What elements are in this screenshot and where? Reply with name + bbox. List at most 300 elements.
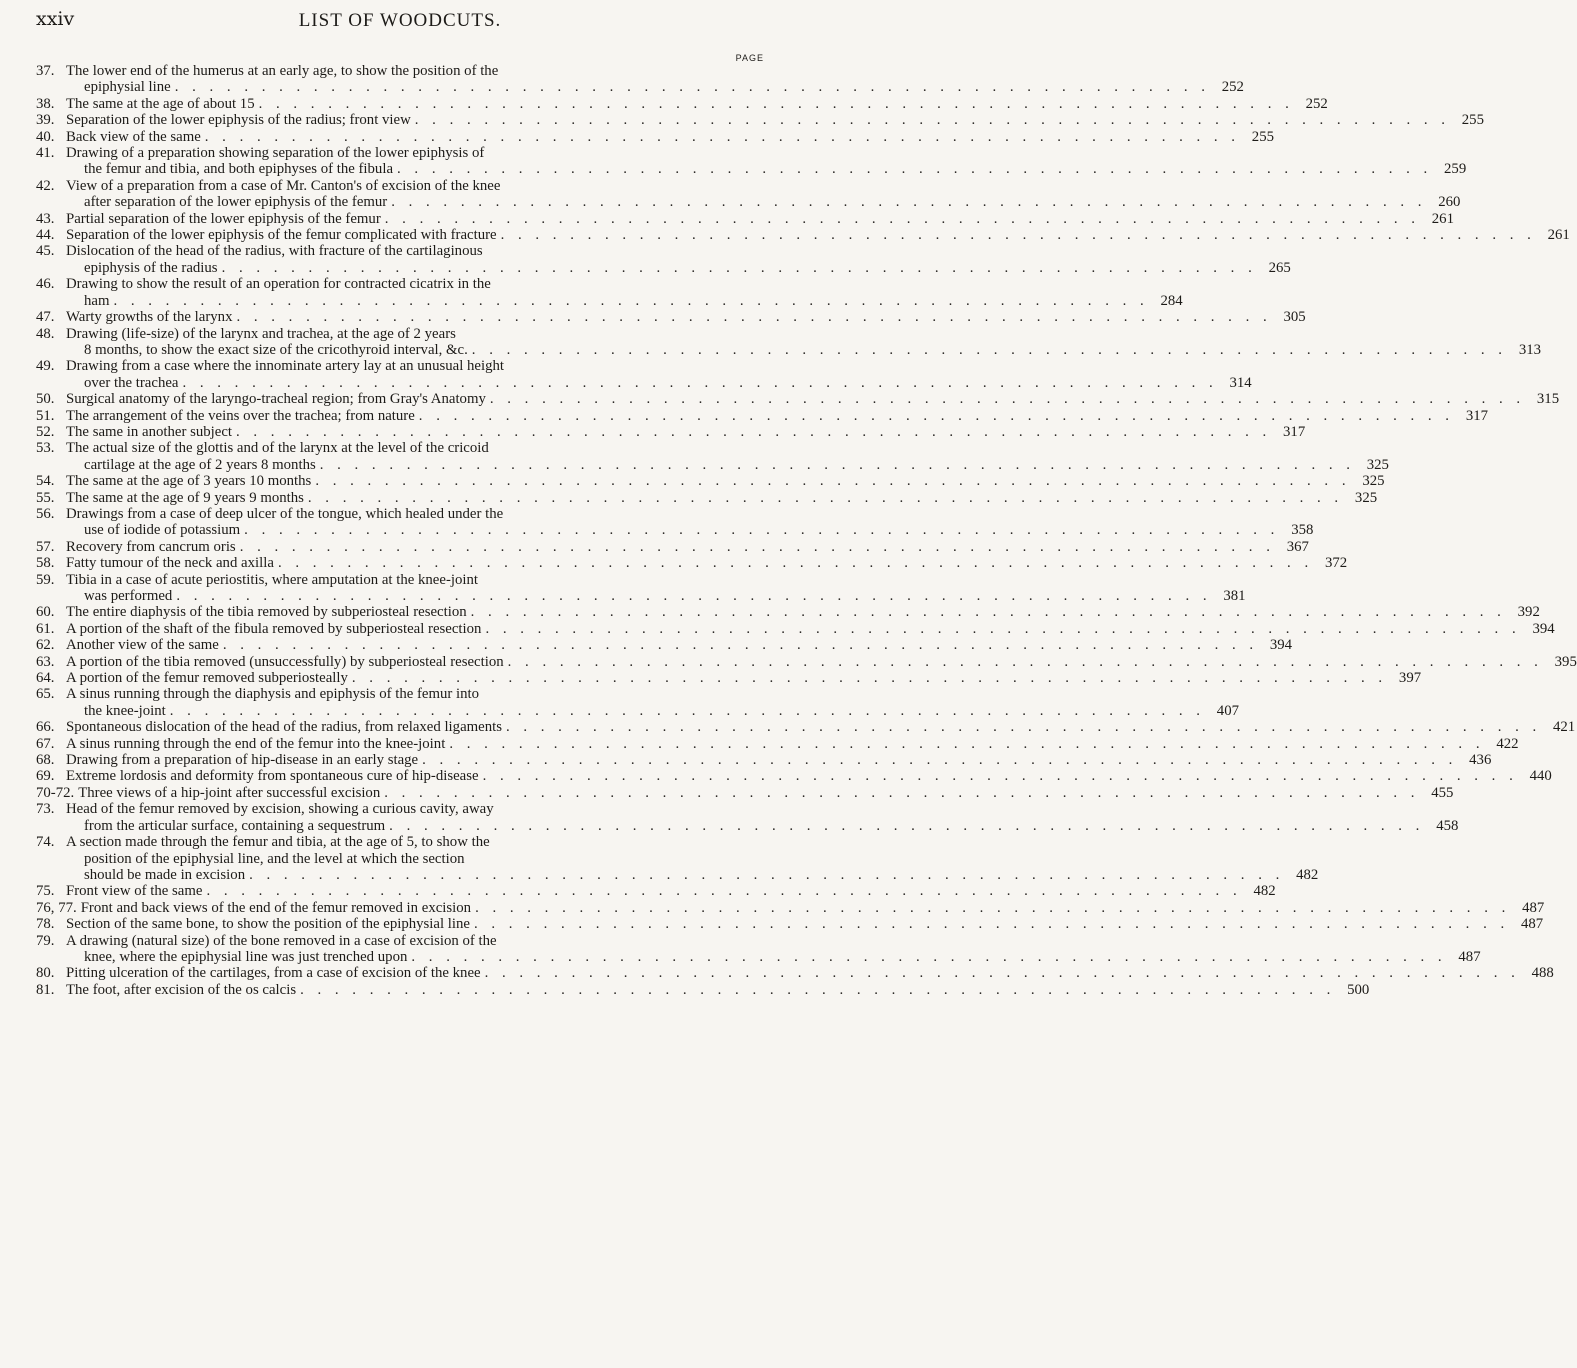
entry-line — [66, 408, 1488, 424]
list-item — [36, 899, 1545, 916]
entry-line — [66, 916, 1543, 932]
entry-page-number: 313 — [1518, 341, 1542, 358]
entry-line — [66, 342, 1541, 358]
entry-text: knee, where the epiphysial line was just trenched upon — [84, 948, 408, 965]
dot-leader: . . . . . . . . . . . . . . . . . . . . . . . . . . . . . . . . . . . . . . . . . . . . . . . . . . . . . . . . . . . . — [315, 473, 1351, 490]
entry-description — [66, 621, 1555, 637]
list-item — [36, 653, 1577, 670]
entry-text: ham — [84, 292, 110, 309]
dot-leader: . . . . . . . . . . . . . . . . . . . . . . . . . . . . . . . . . . . . . . . . . . . . . . . . . . . . . . . . . . . . — [221, 259, 1257, 276]
dot-leader: . . . . . . . . . . . . . . . . . . . . . . . . . . . . . . . . . . . . . . . . . . . . . . . . . . . . . . . . . . . . — [505, 719, 1542, 736]
entry-line: The lower end of the humerus at an early age, to show the position of the — [66, 63, 499, 79]
dot-leader: . . . . . . . . . . . . . . . . . . . . . . . . . . . . . . . . . . . . . . . . . . . . . . . . . . . . . . . . . . . . — [489, 391, 1526, 408]
entry-line: Drawing of a preparation showing separation of the lower epiphysis of — [66, 145, 485, 162]
entry-page-number: 259 — [1444, 161, 1467, 178]
list-item — [36, 128, 1274, 145]
entry-line — [66, 654, 1577, 670]
entry-page-number: 421 — [1553, 719, 1576, 736]
entry-number: 65. — [36, 686, 55, 703]
entry-line — [66, 949, 1481, 965]
entry-text: Spontaneous dislocation of the head of the radius, from relaxed ligaments — [66, 719, 502, 736]
list-item — [36, 686, 1239, 719]
entry-page-number: 407 — [1216, 702, 1239, 719]
entry-line — [66, 490, 1377, 506]
list-item — [36, 801, 1459, 834]
list-item — [36, 620, 1555, 637]
list-item — [36, 637, 1293, 654]
entry-line: Dislocation of the head of the radius, with fracture of the cartilaginous — [66, 243, 483, 260]
list-item — [36, 735, 1519, 752]
entry-page-number: 455 — [1431, 784, 1454, 801]
entry-text: was performed — [84, 588, 173, 604]
entry-line — [66, 309, 1306, 325]
entry-description — [81, 900, 1545, 916]
dot-leader: . . . . . . . . . . . . . . . . . . . . . . . . . . . . . . . . . . . . . . . . . . . . . . . . . . . . . . . . . . . . — [473, 916, 1510, 933]
entry-description — [66, 965, 1554, 981]
dot-leader: . . . . . . . . . . . . . . . . . . . . . . . . . . . . . . . . . . . . . . . . . . . . . . . . . . . . . . . . . . . . — [418, 407, 1455, 424]
list-item — [36, 145, 1467, 178]
entry-text: the femur and tibia, and both epiphyses of the fibula — [84, 161, 394, 178]
entry-number: 40. — [36, 128, 55, 145]
list-item — [36, 752, 1492, 769]
entry-line — [66, 965, 1554, 981]
entry-text: Section of the same bone, to show the position of the epiphysial line — [66, 916, 470, 933]
entry-text: The arrangement of the veins over the trachea; from nature — [66, 407, 415, 424]
entry-page-number: 315 — [1536, 391, 1560, 408]
entry-page-number: 487 — [1522, 899, 1545, 916]
entry-description — [66, 129, 1274, 145]
entry-line: Tibia in a case of acute periostitis, where amputation at the knee-joint — [66, 571, 479, 588]
entry-number: 60. — [36, 604, 55, 621]
entry-line — [66, 227, 1570, 243]
entry-page-number: 394 — [1269, 637, 1293, 654]
entry-description — [66, 243, 1291, 276]
entry-description — [66, 637, 1292, 653]
entry-number: 67. — [36, 735, 55, 752]
entry-description — [66, 883, 1276, 899]
entry-line — [66, 293, 1183, 309]
entry-page-number: 482 — [1253, 883, 1276, 900]
list-item — [36, 440, 1389, 473]
running-title: LIST OF WOODCUTS. — [298, 10, 502, 31]
entry-description — [66, 440, 1389, 473]
entry-line: Drawing (life-size) of the larynx and trachea, at the age of 2 years — [66, 325, 456, 342]
list-item — [36, 604, 1540, 621]
list-item — [36, 489, 1378, 506]
entry-text: The same at the age of 9 years 9 months — [66, 489, 304, 506]
entry-number: 55. — [36, 489, 55, 506]
entry-description — [66, 391, 1559, 407]
entry-text: cartilage at the age of 2 years 8 months — [84, 456, 316, 473]
entry-description — [66, 145, 1466, 178]
entry-line — [66, 670, 1421, 686]
dot-leader: . . . . . . . . . . . . . . . . . . . . . . . . . . . . . . . . . . . . . . . . . . . . . . . . . . . . . . . . . . . . — [169, 702, 1205, 719]
entry-number: 46. — [36, 276, 55, 293]
entry-description — [66, 572, 1246, 605]
entry-line: The actual size of the glottis and of the larynx at the level of the cricoid — [66, 440, 489, 457]
entry-text: A portion of the shaft of the fibula removed by subperiosteal resection — [66, 620, 482, 637]
entry-number: 63. — [36, 653, 55, 670]
entry-description — [66, 719, 1575, 735]
entry-page-number: 482 — [1296, 866, 1319, 883]
list-item — [36, 883, 1276, 900]
entry-line: Drawing from a case where the innominate artery lay at an unusual height — [66, 358, 504, 375]
entry-page-number: 305 — [1283, 309, 1306, 326]
entry-line — [66, 424, 1305, 440]
list-item — [36, 571, 1246, 605]
list-item — [36, 555, 1348, 572]
entry-page-number: 381 — [1223, 588, 1246, 604]
dot-leader: . . . . . . . . . . . . . . . . . . . . . . . . . . . . . . . . . . . . . . . . . . . . . . . . . . . . . . . . . . . . — [414, 112, 1450, 129]
entry-description — [66, 686, 1239, 719]
entry-number: 42. — [36, 177, 55, 194]
list-item — [36, 243, 1291, 276]
entry-description — [66, 654, 1577, 670]
entry-text: Fatty tumour of the neck and axilla — [66, 555, 274, 572]
entry-line: Drawings from a case of deep ulcer of the tongue, which healed under the — [66, 505, 504, 522]
entry-line — [66, 473, 1385, 489]
list-item — [36, 309, 1306, 326]
dot-leader: . . . . . . . . . . . . . . . . . . . . . . . . . . . . . . . . . . . . . . . . . . . . . . . . . . . . . . . . . . . . — [482, 768, 1518, 785]
dot-leader: . . . . . . . . . . . . . . . . . . . . . . . . . . . . . . . . . . . . . . . . . . . . . . . . . . . . . . . . . . . . — [389, 817, 1425, 834]
entry-page-number: 317 — [1465, 407, 1489, 424]
entry-page-number: 394 — [1532, 620, 1555, 637]
entry-page-number: 372 — [1324, 555, 1348, 572]
dot-leader: . . . . . . . . . . . . . . . . . . . . . . . . . . . . . . . . . . . . . . . . . . . . . . . . . . . . . . . . . . . . — [507, 653, 1543, 670]
entry-line: A drawing (natural size) of the bone removed in a case of excision of the — [66, 932, 497, 949]
list-item — [36, 227, 1570, 244]
entry-description — [66, 982, 1369, 998]
entry-page-number: 397 — [1398, 670, 1422, 687]
entry-number: 37. — [36, 63, 55, 79]
entry-line — [66, 194, 1460, 210]
entry-page-number: 317 — [1283, 423, 1306, 440]
entry-page-number: 314 — [1229, 374, 1252, 391]
list-item — [36, 932, 1481, 966]
entry-number: 80. — [36, 965, 55, 982]
entry-line: Head of the femur removed by excision, showing a curious cavity, away — [66, 801, 494, 818]
entry-line — [66, 96, 1328, 112]
page-column-label: PAGE — [735, 53, 764, 63]
dot-leader: . . . . . . . . . . . . . . . . . . . . . . . . . . . . . . . . . . . . . . . . . . . . . . . . . . . . . . . . . . . . — [500, 227, 1536, 244]
entry-page-number: 252 — [1221, 79, 1244, 96]
entry-line — [66, 818, 1458, 834]
entry-number: 81. — [36, 981, 55, 998]
entry-line — [66, 703, 1239, 719]
entry-text: Extreme lordosis and deformity from spontaneous cure of hip-disease — [66, 768, 479, 785]
dot-leader: . . . . . . . . . . . . . . . . . . . . . . . . . . . . . . . . . . . . . . . . . . . . . . . . . . . . . . . . . . . . — [475, 899, 1511, 916]
entry-description — [66, 424, 1305, 440]
entry-page-number: 265 — [1268, 259, 1291, 276]
entry-number: 78. — [36, 916, 55, 933]
entry-description — [66, 834, 1318, 883]
page-header — [36, 8, 764, 38]
entry-description — [66, 96, 1328, 112]
entry-text: Three views of a hip-joint after successful excision — [78, 784, 381, 801]
dot-leader: . . . . . . . . . . . . . . . . . . . . . . . . . . . . . . . . . . . . . . . . . . . . . . . . . . . . . . . . . . . . — [384, 784, 1420, 801]
entry-number: 49. — [36, 358, 55, 375]
dot-leader: . . . . . . . . . . . . . . . . . . . . . . . . . . . . . . . . . . . . . . . . . . . . . . . . . . . . . . . . . . . . — [470, 604, 1506, 621]
entry-description — [66, 408, 1488, 424]
entry-description — [66, 326, 1541, 359]
list-item — [36, 473, 1385, 490]
entry-text: Another view of the same — [66, 637, 219, 654]
entry-line — [66, 588, 1246, 604]
entry-description — [66, 63, 1244, 96]
entry-page-number: 487 — [1520, 916, 1544, 933]
entry-number: 56. — [36, 505, 55, 522]
entry-line — [66, 161, 1466, 177]
dot-leader: . . . . . . . . . . . . . . . . . . . . . . . . . . . . . . . . . . . . . . . . . . . . . . . . . . . . . . . . . . . . — [244, 522, 1280, 539]
dot-leader: . . . . . . . . . . . . . . . . . . . . . . . . . . . . . . . . . . . . . . . . . . . . . . . . . . . . . . . . . . . . — [222, 637, 1259, 654]
entry-description — [66, 933, 1481, 966]
entry-text: The entire diaphysis of the tibia removed by subperiosteal resection — [66, 604, 467, 621]
dot-leader: . . . . . . . . . . . . . . . . . . . . . . . . . . . . . . . . . . . . . . . . . . . . . . . . . . . . . . . . . . . . — [307, 489, 1344, 506]
entry-line — [66, 112, 1484, 128]
entry-text: Pitting ulceration of the cartilages, from a case of excision of the knee — [66, 965, 481, 982]
entry-page-number: 436 — [1469, 752, 1492, 769]
dot-leader: . . . . . . . . . . . . . . . . . . . . . . . . . . . . . . . . . . . . . . . . . . . . . . . . . . . . . . . . . . . . — [258, 95, 1294, 112]
entry-description — [66, 178, 1460, 211]
entry-text: epiphysial line — [84, 79, 171, 96]
list-item — [36, 177, 1461, 211]
entry-number: 48. — [36, 325, 55, 342]
entry-number: 39. — [36, 112, 55, 129]
entry-line — [66, 752, 1491, 768]
entry-text: The same in another subject — [66, 423, 232, 440]
entry-line — [66, 211, 1454, 227]
entry-text: 8 months, to show the exact size of the cricothyroid interval, &c. — [84, 341, 468, 358]
entry-line: position of the epiphysial line, and the level at which the section — [84, 850, 465, 867]
list-item — [36, 95, 1328, 112]
dot-leader: . . . . . . . . . . . . . . . . . . . . . . . . . . . . . . . . . . . . . . . . . . . . . . . . . . . . . . . . . . . . — [449, 735, 1485, 752]
entry-number: 59. — [36, 571, 55, 588]
entry-description — [78, 785, 1453, 801]
dot-leader: . . . . . . . . . . . . . . . . . . . . . . . . . . . . . . . . . . . . . . . . . . . . . . . . . . . . . . . . . . . . — [397, 161, 1433, 178]
entry-number: 45. — [36, 243, 55, 260]
entry-page-number: 325 — [1362, 473, 1385, 490]
entry-line — [66, 457, 1389, 473]
entry-line — [66, 260, 1291, 276]
entry-number: 64. — [36, 670, 55, 687]
entry-text: after separation of the lower epiphysis of the femur — [84, 194, 388, 211]
dot-leader: . . . . . . . . . . . . . . . . . . . . . . . . . . . . . . . . . . . . . . . . . . . . . . . . . . . . . . . . . . . . — [182, 374, 1218, 391]
entry-number: 54. — [36, 473, 55, 490]
entry-number: 79. — [36, 932, 55, 949]
dot-leader: . . . . . . . . . . . . . . . . . . . . . . . . . . . . . . . . . . . . . . . . . . . . . . . . . . . . . . . . . . . . — [384, 210, 1420, 227]
entry-line: Drawing to show the result of an operation for contracted cicatrix in the — [66, 276, 491, 293]
entry-page-number: 422 — [1496, 735, 1519, 752]
entry-number: 50. — [36, 391, 55, 408]
list-item — [36, 719, 1576, 736]
list-item — [36, 981, 1370, 998]
dot-leader: . . . . . . . . . . . . . . . . . . . . . . . . . . . . . . . . . . . . . . . . . . . . . . . . . . . . . . . . . . . . — [239, 538, 1275, 555]
entry-line — [78, 785, 1453, 801]
dot-leader: . . . . . . . . . . . . . . . . . . . . . . . . . . . . . . . . . . . . . . . . . . . . . . . . . . . . . . . . . . . . — [204, 128, 1240, 145]
entry-description — [66, 539, 1309, 555]
list-item — [36, 916, 1544, 933]
entry-page-number: 255 — [1251, 128, 1274, 145]
dot-leader: . . . . . . . . . . . . . . . . . . . . . . . . . . . . . . . . . . . . . . . . . . . . . . . . . . . . . . . . . . . . — [206, 883, 1242, 900]
entry-line — [66, 768, 1552, 784]
entry-line: A section made through the femur and tibia, at the age of 5, to show the — [66, 834, 490, 851]
entry-text: use of iodide of potassium — [84, 522, 241, 539]
entry-text: A portion of the tibia removed (unsuccessfully) by subperiosteal resection — [66, 653, 504, 670]
list-item — [36, 965, 1554, 982]
entry-text: from the articular surface, containing a sequestrum — [84, 817, 386, 834]
entry-page-number: 255 — [1461, 112, 1484, 129]
entry-page-number: 325 — [1366, 456, 1389, 473]
entry-description — [66, 604, 1540, 620]
entry-page-number: 487 — [1458, 948, 1481, 965]
dot-leader: . . . . . . . . . . . . . . . . . . . . . . . . . . . . . . . . . . . . . . . . . . . . . . . . . . . . . . . . . . . . — [422, 752, 1458, 769]
entry-text: A sinus running through the end of the femur into the knee-joint — [66, 735, 446, 752]
entry-page-number: 260 — [1438, 194, 1461, 211]
dot-leader: . . . . . . . . . . . . . . . . . . . . . . . . . . . . . . . . . . . . . . . . . . . . . . . . . . . . . . . . . . . . — [277, 555, 1314, 572]
woodcut-list — [36, 63, 1577, 998]
entry-line — [66, 129, 1274, 145]
entry-line — [66, 604, 1540, 620]
entry-line — [66, 867, 1318, 883]
dot-leader: . . . . . . . . . . . . . . . . . . . . . . . . . . . . . . . . . . . . . . . . . . . . . . . . . . . . . . . . . . . . — [411, 948, 1447, 965]
entry-line — [66, 736, 1519, 752]
entry-number: 62. — [36, 637, 55, 654]
entry-number: 52. — [36, 423, 55, 440]
entry-number: 69. — [36, 768, 55, 785]
entry-page-number: 252 — [1305, 95, 1328, 112]
entry-page-number: 358 — [1291, 522, 1314, 539]
dot-leader: . . . . . . . . . . . . . . . . . . . . . . . . . . . . . . . . . . . . . . . . . . . . . . . . . . . . . . . . . . . . — [300, 981, 1336, 998]
entry-number: 73. — [36, 801, 55, 818]
entry-line — [66, 391, 1559, 407]
entry-number: 43. — [36, 210, 55, 227]
entry-description — [66, 473, 1385, 489]
entry-number: 66. — [36, 719, 55, 736]
entry-description — [66, 211, 1454, 227]
entry-text: Front and back views of the end of the femur removed in excision — [80, 899, 472, 916]
entry-number: 51. — [36, 407, 55, 424]
list-item — [36, 784, 1454, 801]
entry-line — [66, 375, 1252, 391]
dot-leader: . . . . . . . . . . . . . . . . . . . . . . . . . . . . . . . . . . . . . . . . . . . . . . . . . . . . . . . . . . . . — [236, 309, 1272, 326]
entry-page-number: 458 — [1436, 817, 1459, 834]
entry-description — [66, 736, 1519, 752]
entry-page-number: 367 — [1286, 538, 1309, 555]
entry-line: A sinus running through the diaphysis and epiphysis of the femur into — [66, 686, 480, 703]
list-item — [36, 505, 1314, 539]
entry-text: Front view of the same — [66, 883, 203, 900]
entry-line — [66, 982, 1369, 998]
entry-line — [81, 900, 1545, 916]
entry-description — [66, 801, 1458, 834]
entry-text: the knee-joint — [84, 702, 166, 719]
entry-page-number: 488 — [1531, 965, 1554, 982]
list-item — [36, 63, 1244, 96]
entry-description — [66, 916, 1543, 932]
entry-number: 47. — [36, 309, 55, 326]
dot-leader: . . . . . . . . . . . . . . . . . . . . . . . . . . . . . . . . . . . . . . . . . . . . . . . . . . . . . . . . . . . . — [391, 194, 1427, 211]
list-item — [36, 112, 1484, 129]
page-number: xxiv — [36, 8, 75, 30]
entry-number: 44. — [36, 227, 55, 244]
entry-text: Warty growths of the larynx — [66, 309, 233, 326]
entry-number: 68. — [36, 752, 55, 769]
entry-page-number: 261 — [1431, 210, 1454, 227]
entry-line — [66, 522, 1313, 538]
entry-text: The foot, after excision of the os calcis — [66, 981, 297, 998]
entry-line: View of a preparation from a case of Mr. Canton's of excision of the knee — [66, 177, 501, 194]
entry-text: A portion of the femur removed subperiosteally — [66, 670, 348, 687]
entry-description — [66, 358, 1252, 391]
entry-text: The same at the age of about 15 — [66, 95, 255, 112]
list-item — [36, 325, 1542, 359]
list-item — [36, 276, 1183, 309]
entry-text: should be made in excision — [84, 866, 246, 883]
list-item — [36, 358, 1252, 391]
dot-leader: . . . . . . . . . . . . . . . . . . . . . . . . . . . . . . . . . . . . . . . . . . . . . . . . . . . . . . . . . . . . — [471, 341, 1508, 358]
dot-leader: . . . . . . . . . . . . . . . . . . . . . . . . . . . . . . . . . . . . . . . . . . . . . . . . . . . . . . . . . . . . — [176, 588, 1212, 604]
list-item — [36, 391, 1560, 408]
entry-text: epiphysis of the radius — [84, 259, 218, 276]
dot-leader: . . . . . . . . . . . . . . . . . . . . . . . . . . . . . . . . . . . . . . . . . . . . . . . . . . . . . . . . . . . . — [351, 670, 1388, 687]
entry-text: Back view of the same — [66, 128, 201, 145]
entry-line — [66, 883, 1276, 899]
entry-text: Recovery from cancrum oris — [66, 538, 236, 555]
entry-text: Drawing from a preparation of hip-disease in an early stage — [66, 752, 419, 769]
entry-line — [66, 555, 1347, 571]
list-item — [36, 768, 1552, 785]
entry-line — [66, 719, 1575, 735]
entry-description — [66, 227, 1570, 243]
entry-description — [66, 752, 1491, 768]
entry-number: 53. — [36, 440, 55, 457]
dot-leader: . . . . . . . . . . . . . . . . . . . . . . . . . . . . . . . . . . . . . . . . . . . . . . . . . . . . . . . . . . . . — [484, 965, 1520, 982]
entry-description — [66, 506, 1313, 539]
entry-number: 38. — [36, 95, 55, 112]
entry-page-number: 395 — [1554, 653, 1577, 670]
entry-text: The same at the age of 3 years 10 months — [66, 473, 312, 490]
list-item — [36, 210, 1454, 227]
entry-number: 57. — [36, 538, 55, 555]
entry-number: 76, 77. — [36, 899, 77, 916]
entry-page-number: 392 — [1517, 604, 1540, 621]
entry-number: 58. — [36, 555, 55, 572]
entry-description — [66, 309, 1306, 325]
entry-text: Partial separation of the lower epiphysis of the femur — [66, 210, 381, 227]
entry-number: 41. — [36, 145, 55, 162]
entry-page-number: 440 — [1529, 768, 1552, 785]
list-item — [36, 670, 1422, 687]
entry-number: 74. — [36, 834, 55, 851]
list-item — [36, 423, 1306, 440]
entry-description — [66, 670, 1421, 686]
entry-description — [66, 112, 1484, 128]
dot-leader: . . . . . . . . . . . . . . . . . . . . . . . . . . . . . . . . . . . . . . . . . . . . . . . . . . . . . . . . . . . . — [249, 866, 1285, 883]
entry-text: Separation of the lower epiphysis of the femur complicated with fracture — [66, 227, 497, 244]
entry-line — [66, 539, 1309, 555]
entry-text: Surgical anatomy of the laryngo-tracheal region; from Gray's Anatomy — [66, 391, 486, 408]
dot-leader: . . . . . . . . . . . . . . . . . . . . . . . . . . . . . . . . . . . . . . . . . . . . . . . . . . . . . . . . . . . . — [174, 79, 1210, 96]
entry-number: 61. — [36, 620, 55, 637]
entry-description — [66, 490, 1377, 506]
dot-leader: . . . . . . . . . . . . . . . . . . . . . . . . . . . . . . . . . . . . . . . . . . . . . . . . . . . . . . . . . . . . — [319, 456, 1355, 473]
entry-page-number: 284 — [1160, 292, 1183, 309]
entry-text: Separation of the lower epiphysis of the radius; front view — [66, 112, 411, 129]
entry-line — [66, 637, 1292, 653]
entry-line — [66, 621, 1555, 637]
list-item — [36, 407, 1489, 424]
entry-description — [66, 276, 1183, 309]
